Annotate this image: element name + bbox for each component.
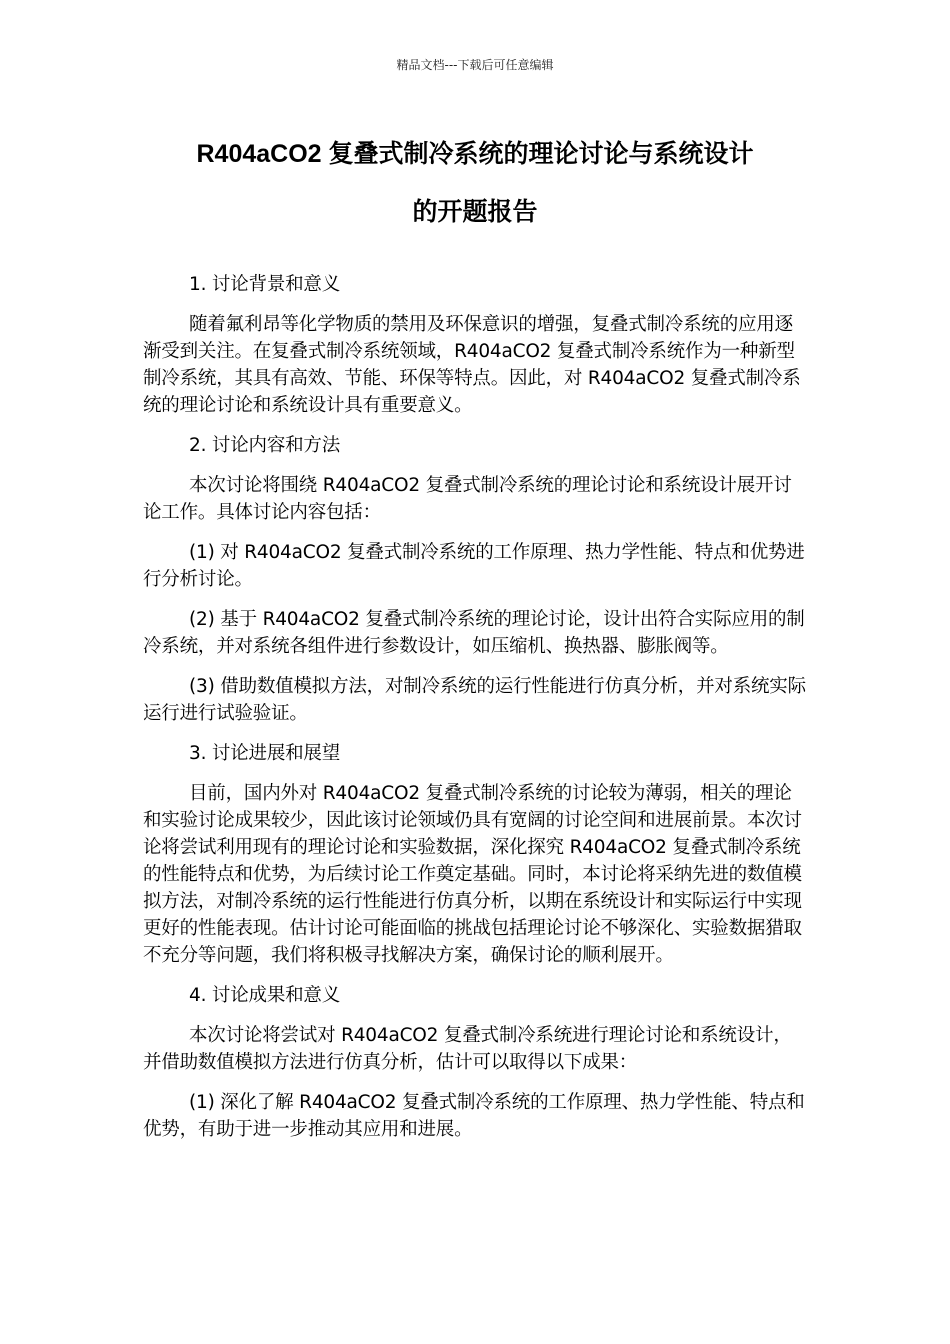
paragraph-results-intro: 本次讨论将尝试对 R404aCO2 复叠式制冷系统进行理论讨论和系统设计，并借助数值模拟方法进行仿真分析，估计可以取得以下成果：	[143, 1025, 792, 1073]
section-heading-results: 4. 讨论成果和意义	[189, 985, 341, 1006]
paragraph-content-intro: 本次讨论将围绕 R404aCO2 复叠式制冷系统的理论讨论和系统设计展开讨论工作。具体讨论内容包括：	[143, 475, 792, 523]
header-note: 精品文档---下载后可任意编辑	[396, 58, 554, 72]
paragraph-progress: 目前，国内外对 R404aCO2 复叠式制冷系统的讨论较为薄弱，相关的理论和实验讨论成果较少，因此该讨论领域仍具有宽阔的讨论空间和进展前景。本次讨论将尝试利用现有的理论讨论和实验数据，深化探究 R404aCO2 复叠式制冷系统的性能特点和优势，为后续讨论工作奠定基础。同时，本讨论将采纳先进的数值模拟方法，对制冷系统的运行性能进行仿真分析，以期在系统设计和实际运行中实现更好的性能表现。估计讨论可能面临的挑战包括理论讨论不够深化、实验数据猎取不充分等问题，我们将积极寻找解决方案，确保讨论的顺利展开。	[143, 783, 802, 966]
section-heading-background: 1. 讨论背景和意义	[189, 274, 341, 295]
list-item-content-1: (1) 对 R404aCO2 复叠式制冷系统的工作原理、热力学性能、特点和优势进行分析讨论。	[143, 542, 805, 590]
list-item-content-2: (2) 基于 R404aCO2 复叠式制冷系统的理论讨论，设计出符合实际应用的制冷系统，并对系统各组件进行参数设计，如压缩机、换热器、膨胀阀等。	[143, 609, 805, 657]
list-item-results-1: (1) 深化了解 R404aCO2 复叠式制冷系统的工作原理、热力学性能、特点和优势，有助于进一步推动其应用和进展。	[143, 1092, 805, 1140]
document-body	[143, 271, 808, 1143]
section-heading-content-method: 2. 讨论内容和方法	[189, 435, 341, 456]
paragraph-background: 随着氟利昂等化学物质的禁用及环保意识的增强，复叠式制冷系统的应用逐渐受到关注。在复叠式制冷系统领域，R404aCO2 复叠式制冷系统作为一种新型制冷系统，其具有高效、节能、环保等特点。因此，对 R404aCO2 复叠式制冷系统的理论讨论和系统设计具有重要意义。	[143, 314, 801, 416]
document-title-line-2: 的开题报告	[412, 198, 538, 226]
list-item-content-3: (3) 借助数值模拟方法，对制冷系统的运行性能进行仿真分析，并对系统实际运行进行试验验证。	[143, 676, 806, 724]
document-title-line-1: R404aCO2 复叠式制冷系统的理论讨论与系统设计	[196, 140, 754, 168]
section-heading-progress: 3. 讨论进展和展望	[189, 743, 341, 764]
